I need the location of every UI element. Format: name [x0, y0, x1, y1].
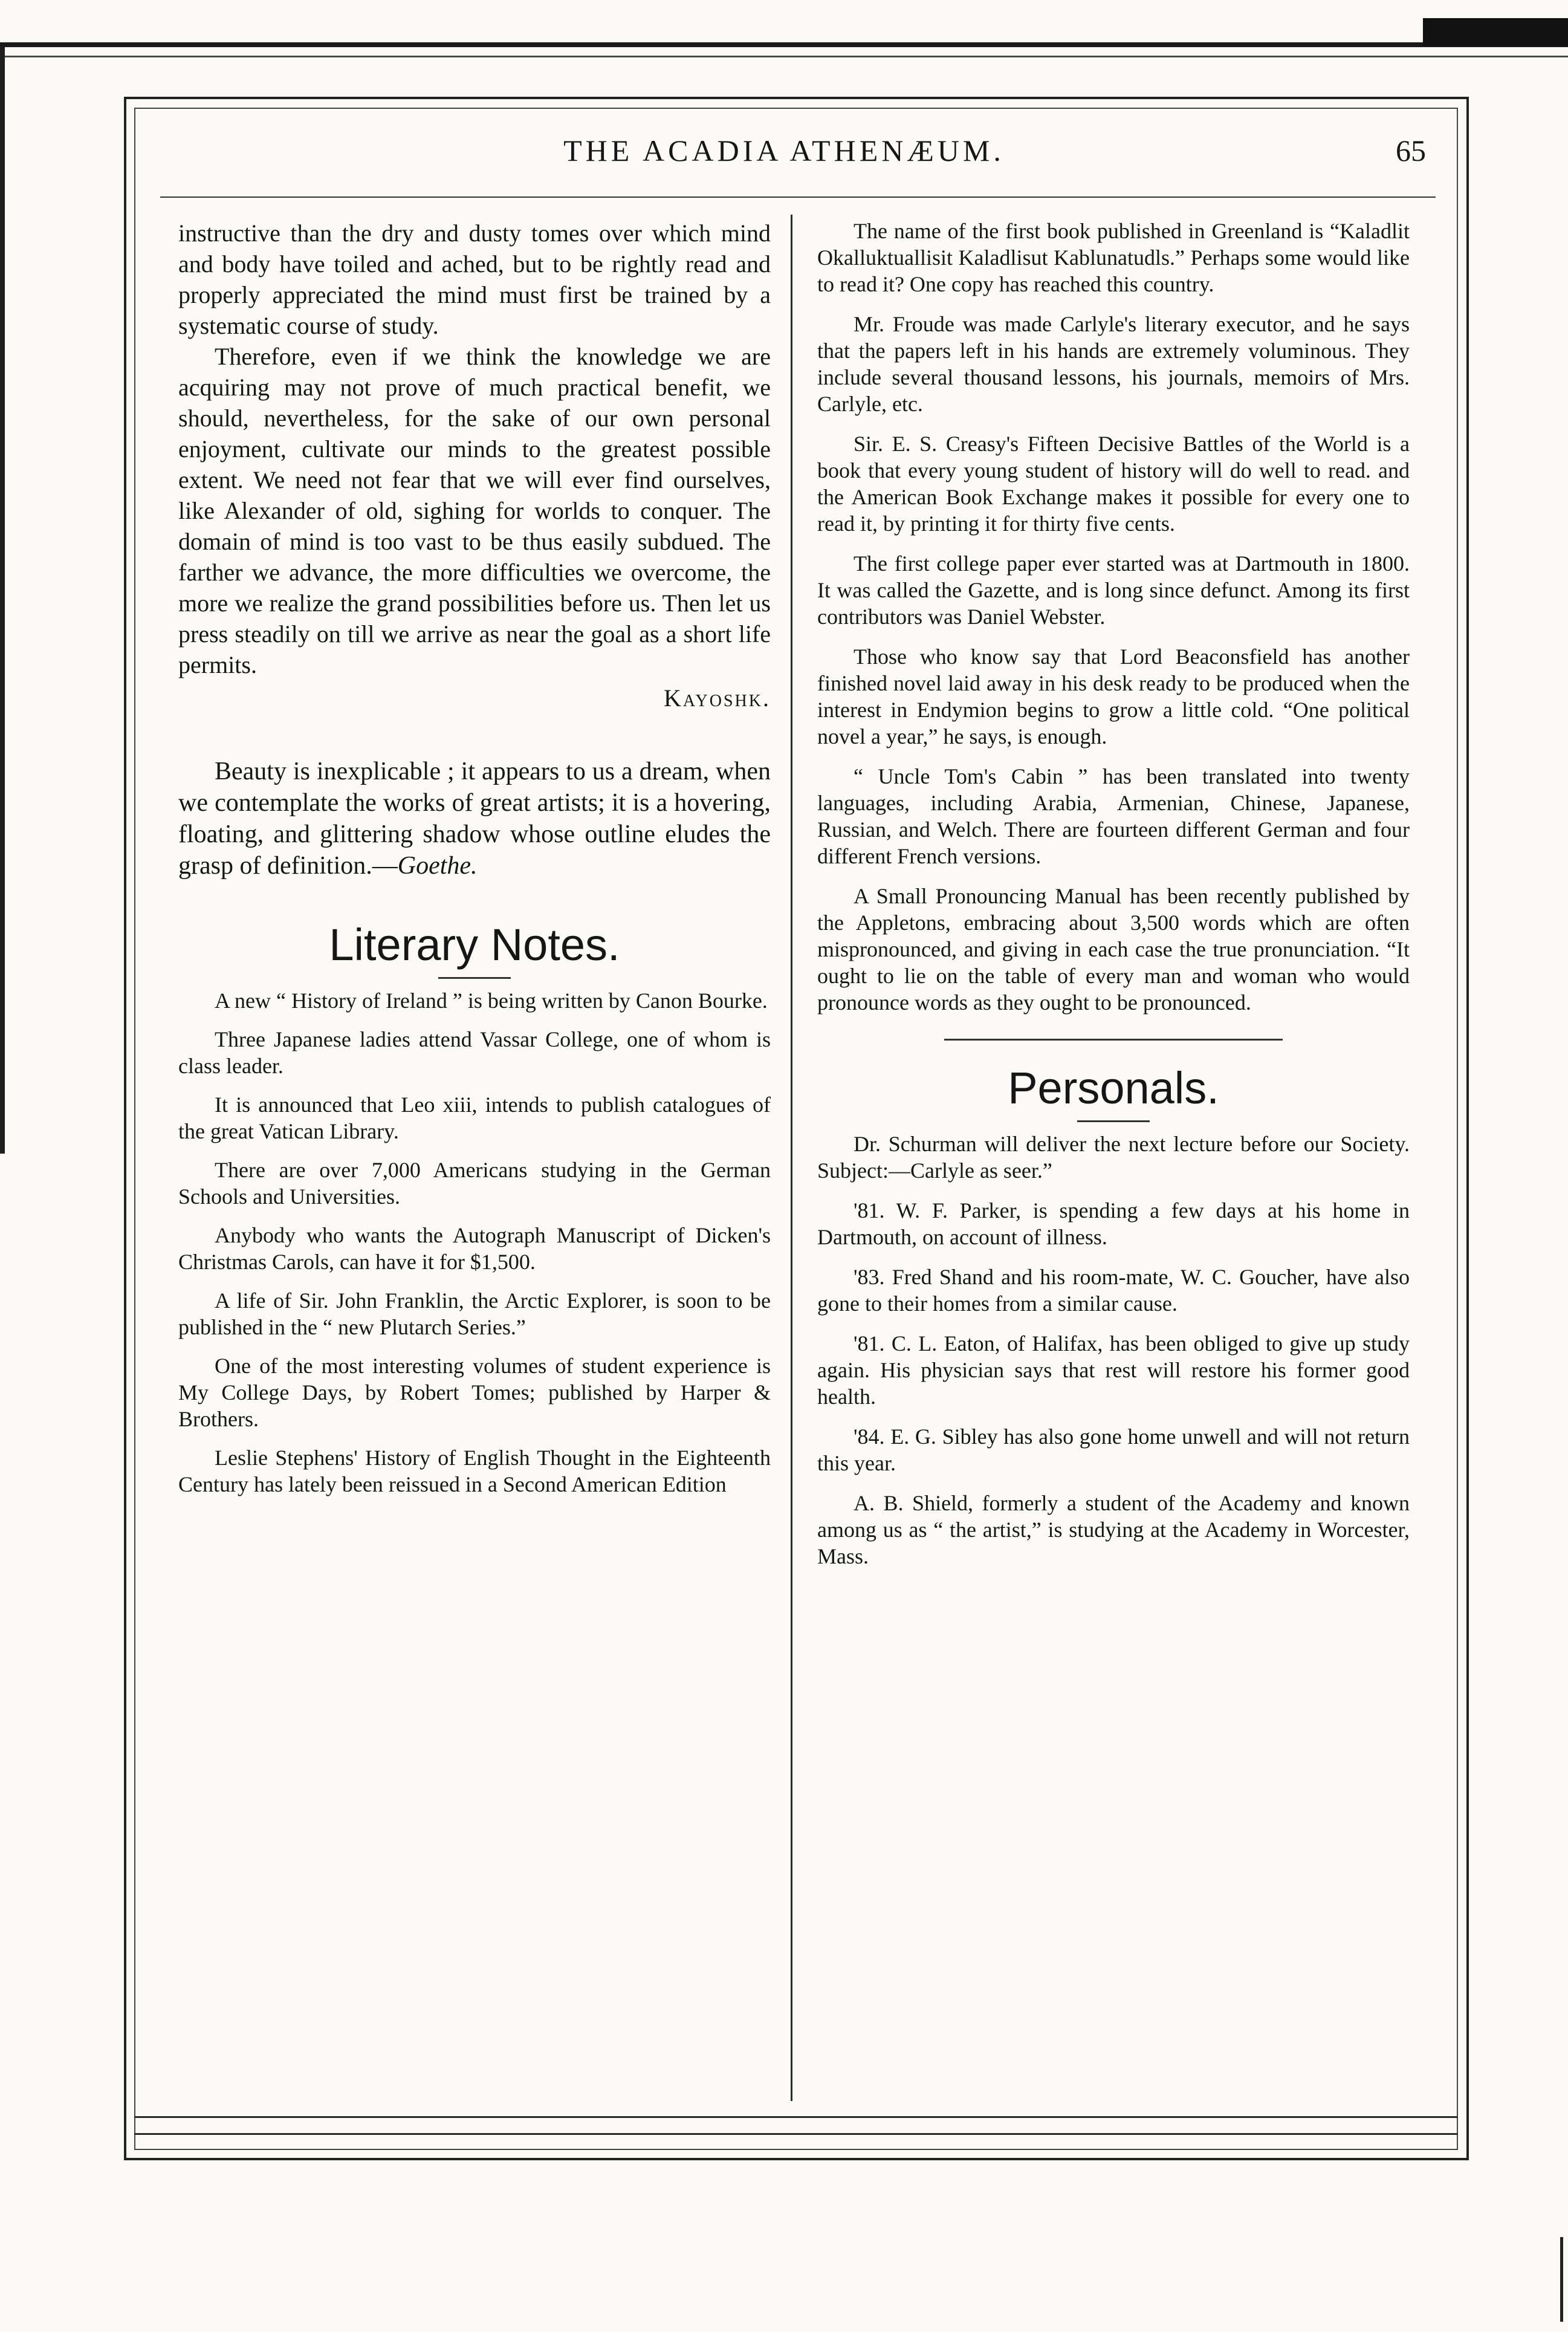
personal-item: '83. Fred Shand and his room-mate, W. C. Goucher, have also gone to their homes from a similar cause. — [817, 1265, 1410, 1316]
personal-item: '81. C. L. Eaton, of Halifax, has been obliged to give up study again. His physician says that rest will restore his former good health. — [817, 1331, 1410, 1409]
footer-rule — [134, 2116, 1458, 2118]
literary-note: “ Uncle Tom's Cabin ” has been translated into twenty languages, including Arabia, Armenian, Chinese, Japanese, Russian, and Welch. There are fourteen different German and four different French versions. — [817, 764, 1410, 868]
literary-note: There are over 7,000 Americans studying in the German Schools and Universities. — [178, 1158, 771, 1209]
left-column — [178, 218, 771, 1510]
header-rule — [160, 196, 1436, 198]
literary-note: Three Japanese ladies attend Vassar College, one of whom is class leader. — [178, 1027, 771, 1078]
title-rule — [1077, 1120, 1150, 1122]
personal-item: Dr. Schurman will deliver the next lecture before our Society. Subject:—Carlyle as seer.” — [817, 1132, 1410, 1183]
literary-note: A life of Sir. John Franklin, the Arctic Explorer, is soon to be published in the “ new Plutarch Series.” — [178, 1288, 771, 1339]
literary-note: Anybody who wants the Autograph Manuscript of Dicken's Christmas Carols, can have it for $1,500. — [178, 1223, 771, 1274]
literary-note: Those who know say that Lord Beaconsfield has another finished novel laid away in his desk ready to be produced when the interest in Endymion begins to grow a little cold. “One political novel a year,” he says, is enough. — [817, 645, 1410, 749]
literary-note: Sir. E. S. Creasy's Fifteen Decisive Battles of the World is a book that every young student of history will do well to read. and the American Book Exchange makes it possible for every one to read it, by printing it for thirty five cents. — [817, 432, 1410, 536]
footer-rule-double — [134, 2133, 1458, 2135]
goethe-quote — [178, 756, 771, 882]
column-divider — [791, 215, 792, 2101]
literary-note: A new “ History of Ireland ” is being written by Canon Bourke. — [215, 989, 768, 1013]
scan-edge — [0, 18, 1568, 60]
right-column — [817, 218, 1410, 1583]
literary-note: One of the most interesting volumes of student experience is My College Days, by Robert Tomes; published by Harper & Brothers. — [178, 1354, 771, 1431]
literary-note: Leslie Stephens' History of English Thought in the Eighteenth Century has lately been reissued in a Second American Edition — [178, 1446, 771, 1496]
running-head: THE ACADIA ATHENÆUM. — [563, 134, 1005, 167]
literary-note: The first college paper ever started was at Dartmouth in 1800. It was called the Gazette, and is long since defunct. Among its first contributors was Daniel Webster. — [817, 551, 1410, 629]
literary-note: The name of the first book published in Greenland is “Kaladlit Okalluktuallisit Kaladlisut Kablunatudls.” Perhaps some would like to read it? One copy has reached this country. — [817, 219, 1410, 296]
literary-notes-title: Literary Notes. — [329, 920, 620, 970]
quote-author: Goethe. — [397, 852, 478, 880]
scan-rule-bottom — [0, 56, 1568, 57]
literary-note: A Small Pronouncing Manual has been recently published by the Appletons, embracing about 3,500 words which are often mispronounced, and giving in each case the true pronunciation. “It ought to lie on the table of every man and woman who would pronounce words as they ought to be pronounced. — [817, 884, 1410, 1015]
personal-item: '84. E. G. Sibley has also gone home unwell and will not return this year. — [817, 1424, 1410, 1475]
essay-signature: Kayoshk. — [664, 684, 771, 712]
scan-corner-mark — [1423, 18, 1568, 46]
personal-item: A. B. Shield, formerly a student of the Academy and known among us as “ the artist,” is studying at the Academy in Worcester, Mass. — [817, 1491, 1410, 1568]
page-number: 65 — [1396, 134, 1426, 167]
section-rule — [944, 1039, 1283, 1041]
literary-note: Mr. Froude was made Carlyle's literary executor, and he says that the papers left in his hands are extremely voluminous. They include several thousand lessons, his journals, memoirs of Mrs. Carlyle, etc. — [817, 312, 1410, 416]
personal-item: '81. W. F. Parker, is spending a few days at his home in Dartmouth, on account of illness. — [817, 1198, 1410, 1249]
literary-note: It is announced that Leo xiii, intends to publish catalogues of the great Vatican Library. — [178, 1093, 771, 1143]
scan-left-edge — [0, 47, 5, 1154]
title-rule — [438, 977, 511, 979]
personals-title: Personals. — [1008, 1063, 1219, 1113]
essay-paragraph: Therefore, even if we think the knowledge we are acquiring may not prove of much practical benefit, we should, nevertheless, for the sake of our own personal enjoyment, cultivate our minds to the greatest possible extent. We need not fear that we will ever find ourselves, like Alexander of old, sighing for worlds to conquer. The domain of mind is too vast to be thus easily subdued. The farther we advance, the more difficulties we overcome, the more we realize the grand possibilities before us. Then let us press steadily on till we arrive as near the goal as a short life permits. — [178, 343, 771, 678]
quote-text: Beauty is inexplicable ; it appears to us a dream, when we contemplate the works of great artists; it is a hovering, floating, and glittering shadow whose outline eludes the grasp of definition.— — [178, 758, 771, 880]
essay-paragraph: instructive than the dry and dusty tomes over which mind and body have toiled and ached, but to be rightly read and properly appreciated the mind must first be trained by a systematic course of study. — [178, 219, 771, 339]
scan-right-edge — [1560, 2237, 1563, 2322]
scan-rule-top — [0, 42, 1568, 47]
